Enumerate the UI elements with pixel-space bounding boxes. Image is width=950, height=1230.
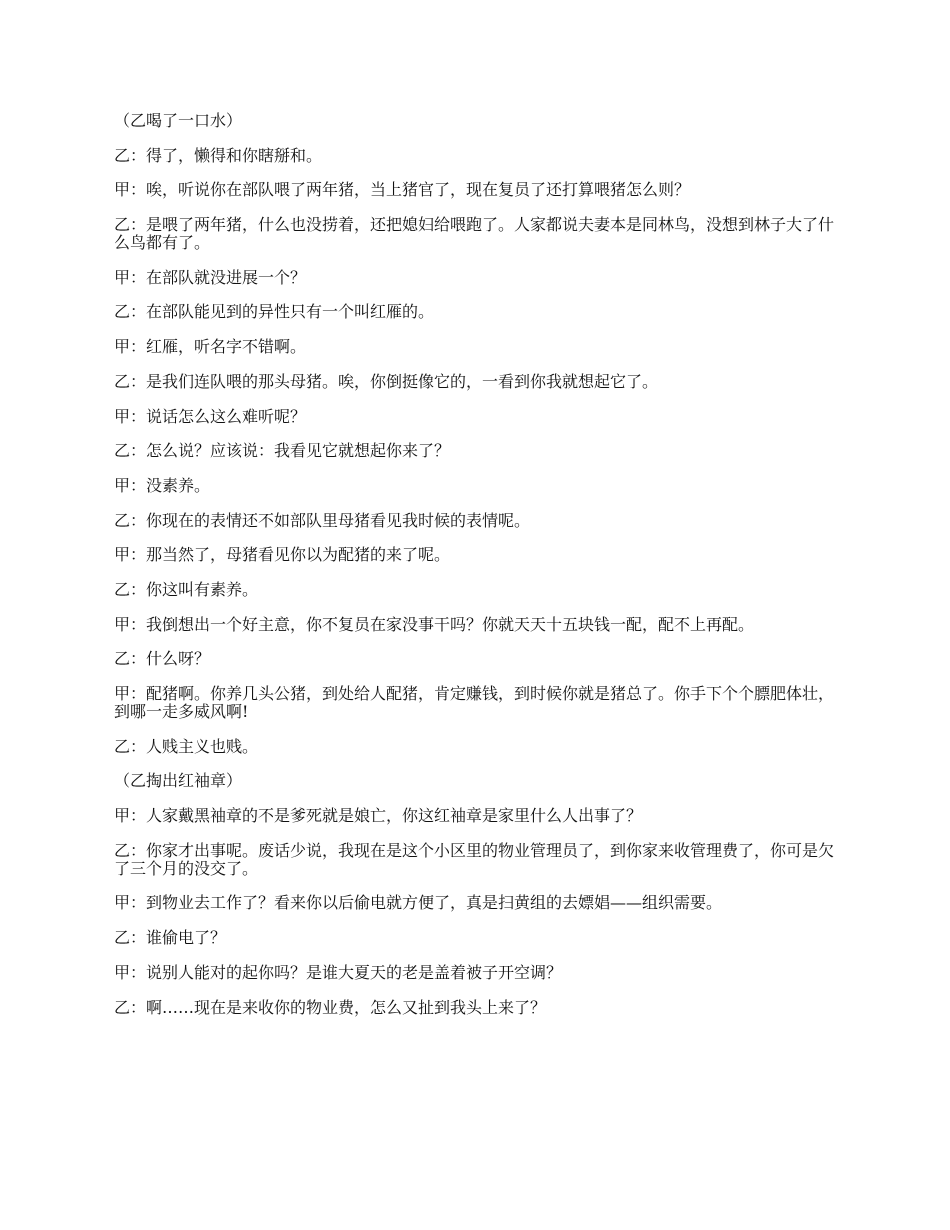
dialogue-line-9: 甲：说话怎么这么难听呢？ xyxy=(114,406,307,426)
dialogue-line-7: 甲：红雁，听名字不错啊。 xyxy=(114,337,307,357)
dialogue-line-8: 乙：是我们连队喂的那头母猪。唉，你倒挺像它的，一看到你我就想起它了。 xyxy=(114,371,659,391)
dialogue-line-11: 甲：没素养。 xyxy=(114,475,211,495)
dialogue-line-21: 乙：你家才出事呢。废话少说，我现在是这个小区里的物业管理员了，到你家来收管理费了，你可是欠了三个月的没交了。 xyxy=(114,840,835,878)
dialogue-text xyxy=(114,112,844,1033)
dialogue-line-15: 甲：我倒想出一个好主意，你不复员在家没事干吗？你就天天十五块钱一配，配不上再配。 xyxy=(114,614,755,634)
dialogue-line-22: 甲：到物业去工作了？看来你以后偷电就方便了，真是扫黄组的去嫖娼——组织需要。 xyxy=(114,893,723,913)
dialogue-line-23: 乙：谁偷电了？ xyxy=(114,928,227,948)
dialogue-line-20: 甲：人家戴黑袖章的不是爹死就是娘亡，你这红袖章是家里什么人出事了？ xyxy=(114,806,643,826)
dialogue-line-16: 乙：什么呀？ xyxy=(114,649,211,669)
dialogue-line-5: 甲：在部队就没进展一个？ xyxy=(114,267,307,287)
dialogue-line-2: 乙：得了，懒得和你瞎掰和。 xyxy=(114,145,323,165)
dialogue-line-24: 甲：说别人能对的起你吗？是谁大夏天的老是盖着被子开空调？ xyxy=(114,962,563,982)
dialogue-line-6: 乙：在部队能见到的异性只有一个叫红雁的。 xyxy=(114,302,435,322)
dialogue-line-4: 乙：是喂了两年猪，什么也没捞着，还把媳妇给喂跑了。人家都说夫妻本是同林鸟，没想到林子大了什么鸟都有了。 xyxy=(114,215,835,253)
dialogue-line-25: 乙：啊……现在是来收你的物业费，怎么又扯到我头上来了？ xyxy=(114,997,547,1017)
dialogue-line-19: （乙掏出红袖章） xyxy=(114,771,243,791)
dialogue-line-14: 乙：你这叫有素养。 xyxy=(114,579,259,599)
dialogue-line-3: 甲：唉，听说你在部队喂了两年猪，当上猪官了，现在复员了还打算喂猪怎么则？ xyxy=(114,180,691,200)
dialogue-line-18: 乙：人贱主义也贱。 xyxy=(114,736,259,756)
dialogue-line-1: （乙喝了一口水） xyxy=(114,111,243,130)
dialogue-line-17: 甲：配猪啊。你养几头公猪，到处给人配猪，肯定赚钱，到时候你就是猪总了。你手下个个膘肥体壮，到哪一走多威风啊! xyxy=(114,684,835,721)
dialogue-line-10: 乙：怎么说？应该说：我看见它就想起你来了？ xyxy=(114,441,451,461)
dialogue-line-13: 甲：那当然了，母猪看见你以为配猪的来了呢。 xyxy=(114,545,451,565)
dialogue-line-12: 乙：你现在的表情还不如部队里母猪看见我时候的表情呢。 xyxy=(114,510,531,530)
